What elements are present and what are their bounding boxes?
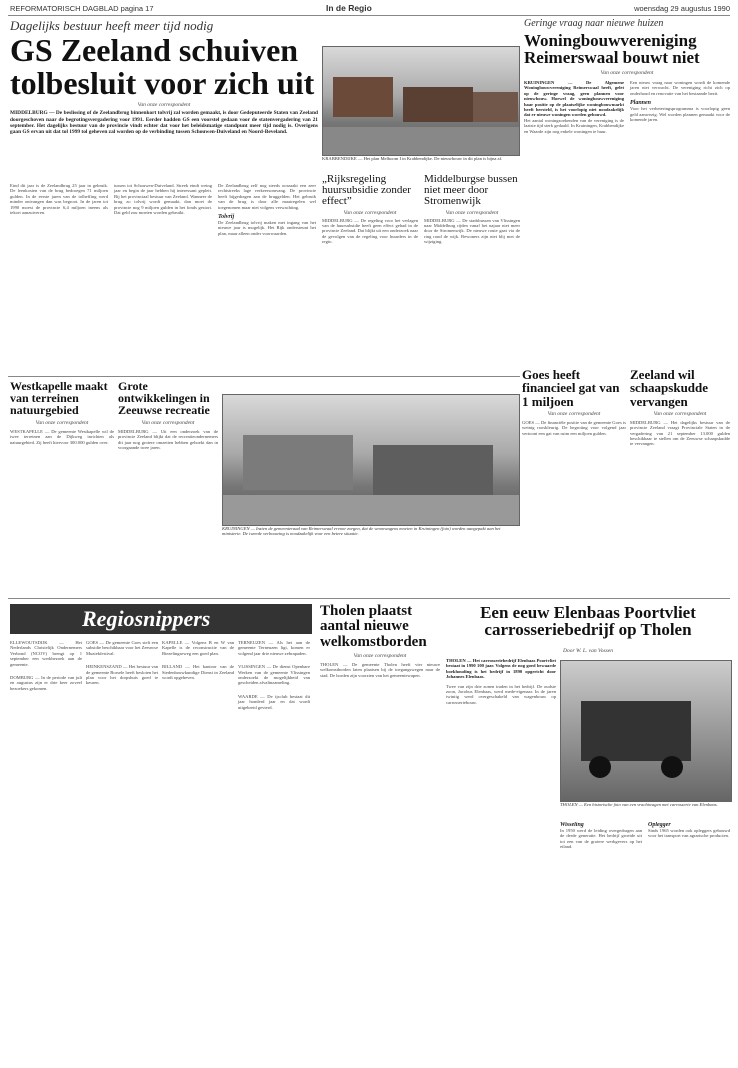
article-recreatie [118, 380, 218, 590]
headline-line-1: GS Zeeland schuiven [10, 32, 299, 68]
article-lead: MIDDELBURG — De beslissing of de Zeelandbrug binnenkort tolvrij zal worden gemaakt, is door Gedeputeerde Staten van Zeeland doorgeschoven naar de begrotingsvergadering voor 1991. Eerder hadden GS een voorstel gedaan voor de statenvergadering van 21 september. Het dagelijks bestuur van de provincie vindt echter dat voor het beleidsmatige standpunt meer tijd nodig is. Overigens gaan GS ervan uit dat tol 1999 tol geheven zal worden op de verbinding tussen Schouwen-Duiveland en Noord-Beveland. [10, 110, 318, 136]
byline: Van onze correspondent [653, 410, 707, 417]
photo-kruiningen [222, 394, 520, 526]
headline-line-2: Reimerswaal bouwt niet [524, 48, 700, 68]
section-title: In de Regio [326, 3, 372, 13]
regio-item: KAPELLE — Volgens B en W van Kapelle is de reconstructie van de Biezelingseweg een goed plan. [162, 640, 234, 656]
headline-line-2: tolbesluit voor zich uit [10, 64, 315, 101]
article-headline: Westkapelle maakt van terreinen natuurgebied [10, 380, 108, 418]
regio-item: GOES — De gemeente Goes stelt een subsidie beschikbaar voor het Zeeuwse Muziekfestival. [86, 640, 158, 656]
article-body: Sinds 1965 worden ook opleggers gebouwd voor het transport van agrarische producten. [648, 828, 730, 839]
article-kicker: Dagelijks bestuur heeft meer tijd nodig [10, 18, 214, 33]
photo-caption: THOLEN — Een historische foto van een vrachtwagen met carrosserie van Elenbaas. [560, 802, 718, 807]
subhead: Oplegger [648, 822, 671, 828]
regio-item: VLISSINGEN — De dienst Openbare Werken van de gemeente Vlissingen onderzoekt de mogelijkheid van gescheiden afvalinzameling. [238, 664, 310, 686]
article-schaapskudde [630, 368, 730, 568]
byline: Van onze correspondent [547, 410, 601, 417]
headline-line-1: Woningbouwvereniging [524, 31, 697, 50]
article-body: MIDDELBURG — De regeling voor het verlagen van de huursubsidie heeft geen effect gehad in de provincie Zeeland. Dat blijkt uit een onderzoek naar de gevolgen van de regeling voor huurders in de regio. [322, 217, 418, 245]
article-body: In 1950 werd de leiding overgedragen aan de derde generatie. Het bedrijf groeide uit tot een van de grotere werkgevers op het eiland. [560, 828, 642, 850]
article-body: tussen tot Schouwen-Duiveland. Streek eindt weing jaar en begin de jaar hebben hij interessant gepleit. Bij het provinciaal bestuur van Zeeland. Wanneer de brug zo tolvrij wordt gemaakt, dan moet de provincie nog 9 miljoen gulden in het fonds gestort. Dat geld zou moeten worden gebruikt. [114, 183, 212, 216]
subhead: Tolvrij [218, 214, 235, 221]
article-elenbaas-col3 [648, 822, 730, 1052]
paper-page: REFORMATORISCH DAGBLAD pagina 17 [10, 4, 154, 13]
subhead: Wisseling [560, 822, 584, 828]
article-elenbaas-body [446, 658, 556, 1058]
byline: Van onze correspondent [445, 209, 499, 216]
byline: Door W. L. van Vossen [563, 648, 613, 654]
headline-line-2: carrosseriebedrijf op Tholen [484, 620, 692, 640]
headline-line-1: Een eeuw Elenbaas Poortvliet [480, 604, 696, 622]
article-body: Een nieuw vraag naar woningen wordt de komende jaren niet verwacht. De vereniging richt zich op onderhoud en renovatie van het bestaande bezit. [630, 80, 730, 96]
regiosnippers-list [10, 640, 312, 1060]
regiosnippers-banner: Regiosnippers [10, 604, 312, 634]
article-gs-zeeland [10, 18, 318, 318]
article-body: Twee van zijn drie zonen traden in het bedrijf. De oudste zoon, Jacobus Elenbaas, werd mede-eigenaar. In de jaren twintig werd overgeschakeld van wagenbouw op carrosseriebouw. [446, 683, 556, 705]
article-headline: Grote ontwikkelingen in Zeeuwse recreatie [118, 380, 210, 418]
article-body: MIDDELBURG — Het dagelijks bestuur van de provincie Zeeland vraagt Provinciale Staten in de vergadering van 21 september 13.000 gulden beschikbaar te stellen om de Zeeuwse schaapskudde te vervangen. [630, 419, 730, 447]
photo-caption: KRABBENDIJKE — Het plan Melboom I in Krabbendijke. De nieuwbouw in dit plan is bijna af. [322, 156, 503, 161]
article-elenbaas-col2 [560, 822, 642, 1052]
article-body: Voor het verbeteringsprogramma is voorlopig geen geld aanwezig. Wel worden plannen gemaakt voor de komende jaren. [630, 106, 730, 123]
article-body: WESTKAPELLE — De gemeente Westkapelle wil de twee terreinen aan de Dijkweg inrichten als natuurgebied. Zij heeft hiervoor 300.000 gulden over. [10, 428, 114, 445]
article-elenbaas-heading [446, 604, 730, 646]
article-headline: „Rijksregeling huursubsidie zonder effect” [322, 174, 411, 208]
byline: Van onze correspondent [35, 419, 89, 426]
article-woningbouw [524, 18, 730, 363]
photo-elenbaas-truck [560, 660, 732, 802]
article-body: MIDDELBURG — De stadsbussen van Vlissingen naar Middelburg rijden vanaf het najaar niet meer door de Stromenwijk. De nieuwe route gaat via de ring rond de wijk. Bewoners zijn niet blij met de wijziging. [424, 217, 520, 245]
article-huursubsidie [322, 174, 418, 364]
article-lead: KRUININGEN — De Algemene Woningbouwvereniging Reimerswaal heeft, gelet op de geringe vraag, geen plannen voor nieuwbouw. Hoewel de woningbouwvereniging haar positie op de plaatselijke woningbouwmarkt heeft hersteld, is het voorlopig niet noodzakelijk dat er nieuwe woningen worden gebouwd. [524, 80, 624, 118]
article-headline: Tholen plaatst aantal nieuwe welkomstborden [320, 604, 427, 650]
article-body: Het aantal woningzoekenden van de vereniging is de laatste tijd sterk gedaald. In Kruiningen, Krabbendijke en Waarde zijn nog enkele woningen te huur. [524, 117, 625, 134]
subhead: Plannen [630, 100, 652, 107]
photo-krabbendijke [322, 46, 520, 156]
regio-item: DOMBURG — In de periode van juli en augustus zijn er drie keer zoveel bezoekers gekomen. [10, 675, 82, 691]
regio-item: WAARDE — De ijsclub bestaat dit jaar honderd jaar en dat wordt uitgebreid gevierd. [238, 693, 310, 710]
byline: Van onze correspondent [137, 102, 191, 109]
page-date: woensdag 29 augustus 1990 [634, 4, 730, 13]
regio-item: BILLAND — Het kantoor van de Stedenbouwkundige Dienst in Zeeland wordt opgeheven. [162, 664, 234, 681]
byline: Van onze correspondent [141, 419, 195, 426]
regio-item: ELLEWOUTSDIJK — Het Nederlands Christelijk Ondernemers Verbond (NCOV) brengt op 1 september een werkbezoek aan de gemeente. [10, 640, 82, 667]
article-body: De Zeelandbrug zelf nog steeds oorzaakt een zeer rechtstreeks lage verkeersomvang. De provincie heeft bijgedragen aan de bruggelden. Het gebruik van de brug is door alle maatregelen wel toegenomen maar niet volgens verwachting. [218, 183, 316, 210]
article-goes [522, 368, 626, 568]
photo-caption: KRUININGEN — Inzien de gemeenteraad van Reimerswaal ervoor zorgen, dat de woonwagens moeten in Kruiningen (foto) worden aangepakt aan het ministerie. De tweede verbouwing is noodzakelijk voor een betere situatie. [222, 526, 501, 537]
byline: Van onze correspondent [343, 209, 397, 216]
article-body: De Zeelandbrug tolvrij maken met ingang van het nieuwe jaar is mogelijk. Het Rijk ondersteunt het plan, maar alleen onder voorwaarden. [218, 220, 316, 236]
article-headline: Goes heeft financieel gat van 1 miljoen [522, 368, 620, 409]
regio-item: TERNEUZEN — Als het aan de gemeente Terneuzen ligt, komen er volgend jaar drie nieuwe zebrapaden. [238, 640, 310, 656]
article-body: THOLEN — De gemeente Tholen heeft vier nieuwe welkomstborden laten plaatsen bij de toegangswegen naar de stad. De borden zijn voorzien van het gemeentewapen. [320, 661, 440, 678]
article-tholen-borden [320, 604, 440, 1054]
article-headline: Zeeland wil schaapskudde vervangen [630, 368, 709, 409]
article-body: Eind dit jaar is de Zeelandbrug 25 jaar in gebruik. De leenkosten van de brug bedroegen 71 miljoen gulden. In de eerste jaren van de tolheffing werd minder ontvangen dan was begroot. In de jaren tot 1990 moest de provincie 6,4 miljoen ineens als tekort aanzuiveren. [10, 183, 108, 216]
article-kicker: Geringe vraag naar nieuwe huizen [524, 18, 664, 29]
article-body: GOES — De financiële positie van de gemeente Goes is weinig rooskleurig. De begroting voor volgend jaar vertoont een gat van ruim een miljoen gulden. [522, 419, 626, 436]
byline: Van onze correspondent [600, 69, 654, 76]
article-bussen [424, 174, 520, 364]
regio-item: HEINKENSZAND — Het bestuur van de gemeente Borsele heeft besloten het plan voor het dorpshuis goed te keuren. [86, 664, 158, 686]
article-westkapelle [10, 380, 114, 590]
article-body: MIDDELBURG — Uit een onderzoek van de provincie Zeeland blijkt dat de recreatieondernemers dit jaar nog grotere omzetten hebben geboekt dan in voorgaande twee jaren. [118, 428, 218, 450]
article-lead: THOLEN — Het carrosseriebedrijf Elenbaas Poortvliet bestaat in 1990 100 jaar. Volgens de nog goed bewaarde boekhouding is het bedrijf in 1890 opgericht door Johannes Elenbaas. [446, 658, 556, 680]
byline: Van onze correspondent [353, 652, 407, 659]
article-headline: Middelburgse bussen niet meer door Stromenwijk [424, 174, 518, 208]
